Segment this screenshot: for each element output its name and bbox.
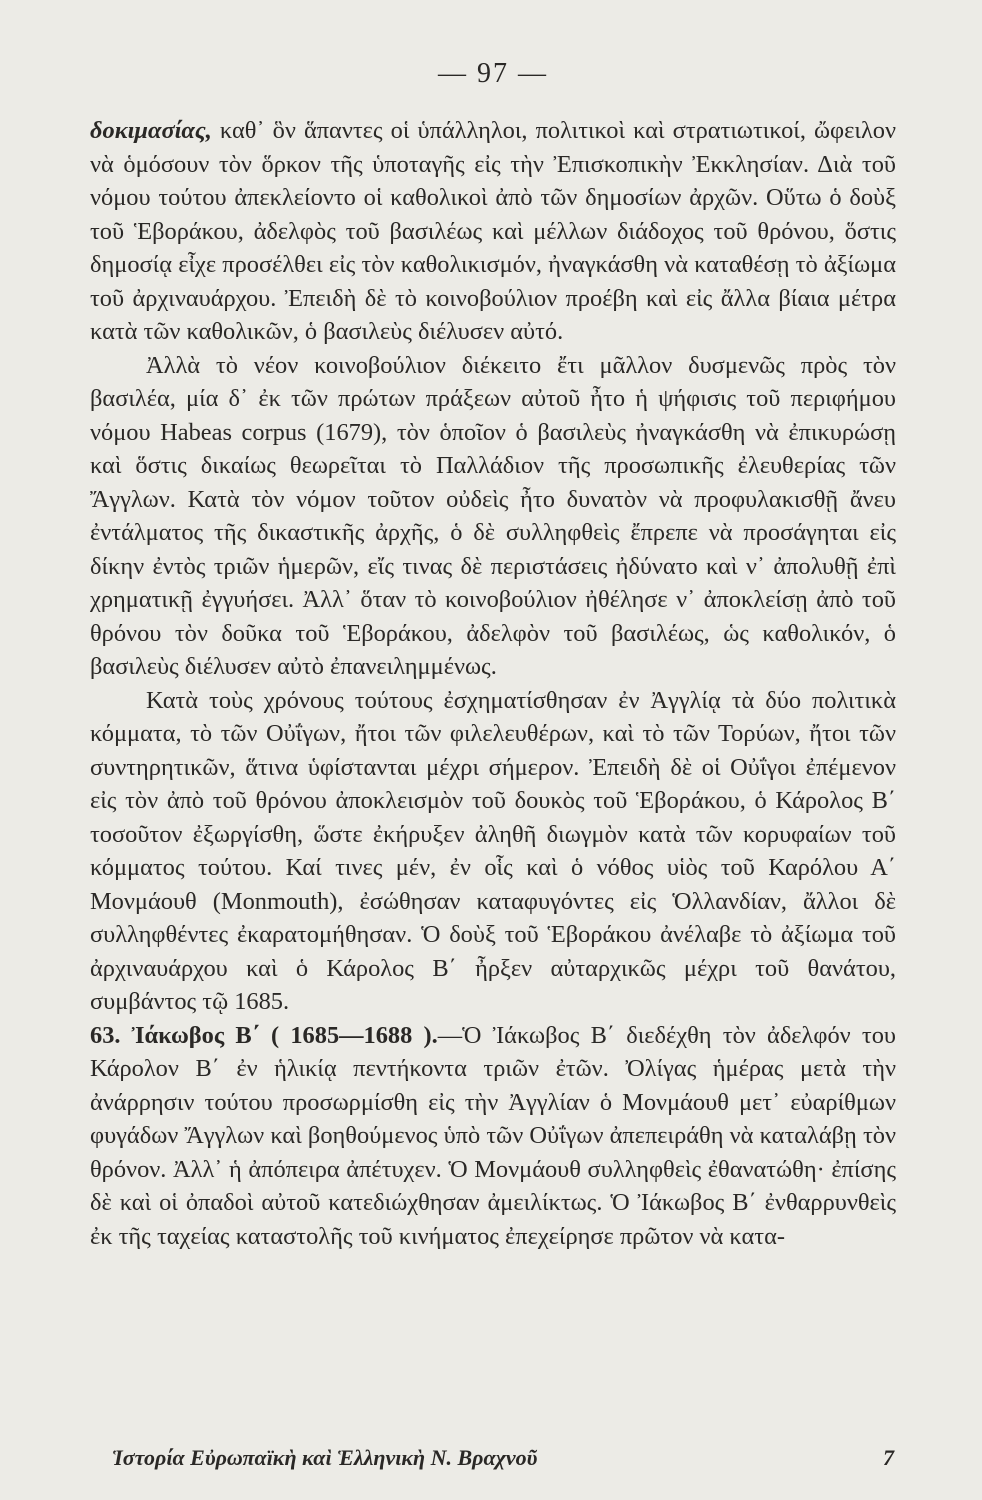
paragraph-habeas-corpus: Ἀλλὰ τὸ νέον κοινοβούλιον διέκειτο ἔτι μᾶλλον δυσμενῶς πρὸς τὸν βασιλέα, μία δ᾽ ἐκ τῶν πρώτων πράξεων αὐτοῦ ἦτο ἡ ψήφισις τοῦ περιφήμου νόμου Habeas corpus (1679), τὸν ὁποῖον ὁ βασιλεὺς ἠναγκάσθη νὰ ἐπικυρώσῃ καὶ ὅστις δικαίως θεωρεῖται τὸ Παλλάδιον τῆς προσωπικῆς ἐλευθερίας τῶν Ἄγγλων. Κατὰ τὸν νόμον τοῦτον οὐδεὶς ἦτο δυνατὸν νὰ προφυλακισθῇ ἄνευ ἐντάλματος τῆς δικαστικῆς ἀρχῆς, ὁ δὲ συλληφθεὶς ἔπρεπε νὰ προσάγηται εἰς δίκην ἐντὸς τριῶν ἡμερῶν, εἴς τινας δὲ περιστάσεις ἠδύνατο καὶ ν᾽ ἀπολυθῇ ἐπὶ χρηματικῇ ἐγγυήσει. Ἀλλ᾽ ὅταν τὸ κοινοβούλιον ἠθέλησε ν᾽ ἀποκλείσῃ ἀπὸ τοῦ θρόνου τὸν δοῦκα τοῦ Ἑβοράκου, ἀδελφὸν τοῦ βασιλέως, ὡς καθολικόν, ὁ βασιλεὺς διέλυσεν αὐτὸ ἐπανειλημμένως.	[90, 351, 896, 680]
paragraph-text: —Ὁ Ἰάκωβος Β΄ διεδέχθη τὸν ἀδελφόν του Κάρολον Β΄ ἐν ἡλικίᾳ πεντήκοντα τριῶν ἐτῶν. Ὀλίγας ἡμέρας μετὰ τὴν ἀνάρρησιν τούτου προσωρμίσθη εἰς τὴν Ἀγγλίαν ὁ Μονμάουθ μετ᾽ εὐαρίθμων φυγάδων Ἄγγλων καὶ βοηθούμενος ὑπὸ τῶν Οὐΐγων ἀπεπειράθη νὰ καταλάβῃ τὸν θρόνον. Ἀλλ᾽ ἡ ἀπόπειρα ἀπέτυχεν. Ὁ Μονμάουθ συλληφθεὶς ἐθανατώθη· ἐπίσης δὲ καὶ οἱ ὀπαδοὶ αὐτοῦ κατεδιώχθησαν ἀμειλίκτως. Ὁ Ἰάκωβος Β΄ ἐνθαρρυνθεὶς ἐκ τῆς ταχείας καταστολῆς τοῦ κινήματος ἐπεχείρησε πρῶτον νὰ κατα-	[90, 1021, 896, 1250]
page-footer	[112, 1445, 894, 1471]
paragraph-political-parties: Κατὰ τοὺς χρόνους τούτους ἐσχηματίσθησαν ἐν Ἀγγλίᾳ τὰ δύο πολιτικὰ κόμματα, τὸ τῶν Οὐΐγων, ἤτοι τῶν φιλελευθέρων, καὶ τὸ τῶν Τορύων, ἤτοι τῶν συντηρητικῶν, ἅτινα ὑφίστανται μέχρι σήμερον. Ἐπειδὴ δὲ οἱ Οὐΐγοι ἐπέμενον εἰς τὸν ἀπὸ τοῦ θρόνου ἀποκλεισμὸν τοῦ δουκὸς τοῦ Ἑβοράκου, ὁ Κάρολος Β΄ τοσοῦτον ἐξωργίσθη, ὥστε ἐκήρυξεν ἀληθῆ διωγμὸν κατὰ τῶν κορυφαίων τοῦ κόμματος τούτου. Καί τινες μέν, ἐν οἷς καὶ ὁ νόθος υἱὸς τοῦ Καρόλου Α΄ Μονμάουθ (Monmouth), ἐσώθησαν καταφυγόντες εἰς Ὁλλανδίαν, ἄλλοι δὲ συλληφθέντες ἐκαρατομήθησαν. Ὁ δοὺξ τοῦ Ἑβοράκου ἀνέλαβε τὸ ἀξίωμα τοῦ ἀρχιναυάρχου καὶ ὁ Κάρολος Β΄ ἦρξεν αὐταρχικῶς μέχρι τοῦ θανάτου, συμβάντος τῷ 1685.	[90, 686, 896, 1015]
paragraph-section-63	[90, 1019, 896, 1254]
footer-book-title: Ἱστορία Εὐρωπαϊκὴ καὶ Ἑλληνικὴ Ν. Βραχνοῦ	[112, 1445, 538, 1470]
page-number: — 97 —	[438, 58, 548, 89]
paragraph-text: καθ᾽ ὃν ἅπαντες οἱ ὑπάλληλοι, πολιτικοὶ καὶ στρατιωτικοί, ὤφειλον νὰ ὁμόσουν τὸν ὅρκον τῆς ὑποταγῆς εἰς τὴν Ἐπισκοπικὴν Ἐκκλησίαν. Διὰ τοῦ νόμου τούτου ἀπεκλείοντο οἱ καθολικοὶ ἀπὸ τῶν δημοσίων ἀρχῶν. Οὕτω ὁ δοὺξ τοῦ Ἑβοράκου, ἀδελφὸς τοῦ βασιλέως καὶ μέλλων διάδοχος τοῦ θρόνου, ὅστις δημοσίᾳ εἶχε προσέλθει εἰς τὸν καθολικισμόν, ἠναγκάσθη νὰ καταθέσῃ τὸ ἀξίωμα τοῦ ἀρχιναυάρχου. Ἐπειδὴ δὲ τὸ κοινοβούλιον προέβη καὶ εἰς ἄλλα βίαια μέτρα κατὰ τῶν καθολικῶν, ὁ βασιλεὺς διέλυσεν αὐτό.	[90, 117, 896, 345]
footer-signature-mark: 7	[883, 1445, 894, 1470]
section-heading: 63. Ἰάκωβος Β΄ ( 1685—1688 ).	[90, 1021, 438, 1049]
paragraph-lead-word: δοκιμασίας,	[90, 117, 212, 144]
paragraph-continuation	[90, 114, 896, 349]
